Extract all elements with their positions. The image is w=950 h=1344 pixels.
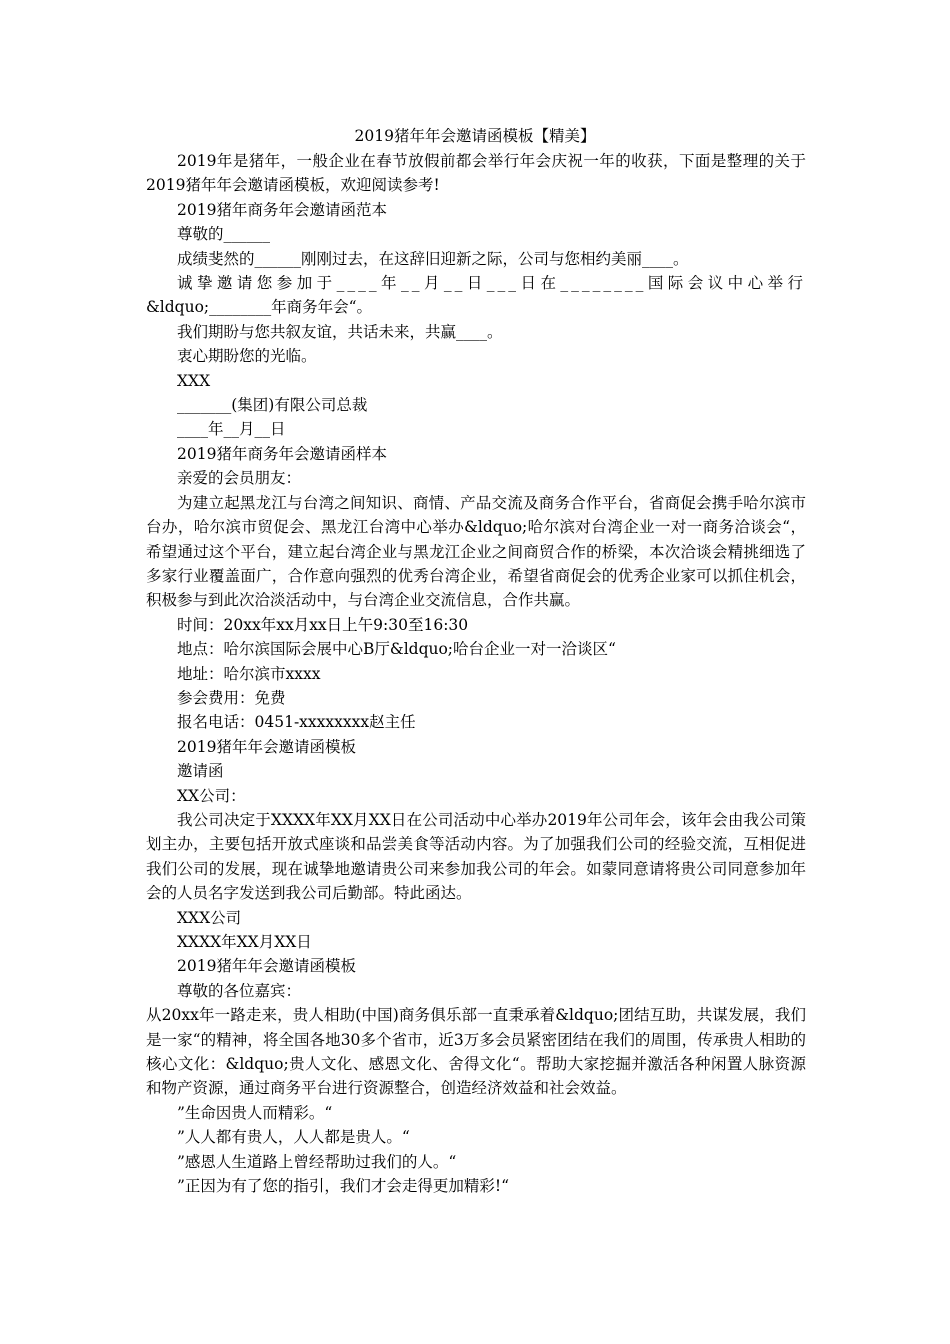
body-paragraph: 从20xx年一路走来，贵人相助(中国)商务俱乐部一直秉承着&ldquo;团结互助，共谋发展，我们是一家“的精神，将全国各地30多个省市，近3万多会员紧密团结在我们的周围，传承贵人相助的核心文化：&ldquo;贵人文化、感恩文化、舍得文化“。帮助大家挖掘并激活各种闲置人脉资源和物产资源，通过商务平台进行资源整合，创造经济效益和社会效益。 (146, 1006, 806, 1098)
section-heading: 2019猪年商务年会邀请函范本 (177, 200, 387, 219)
salutation: 尊敬的______ (177, 225, 271, 244)
body-paragraph: 衷心期盼您的光临。 (177, 347, 317, 366)
letter-heading: 邀请函 (177, 762, 224, 781)
salutation: 亲爱的会员朋友： (177, 469, 302, 488)
section-heading: 2019猪年商务年会邀请函样本 (177, 444, 387, 463)
event-time: 时间：20xx年xx月xx日上午9:30至16:30 (177, 615, 469, 634)
signature-date: ____年__月__日 (177, 420, 286, 439)
signature-name: XXX公司 (177, 908, 242, 927)
signature-title: _______(集团)有限公司总裁 (177, 396, 368, 415)
quote-line: ”感恩人生道路上曾经帮助过我们的人。“ (177, 1152, 457, 1171)
section-heading: 2019猪年年会邀请函模板 (177, 957, 356, 976)
body-paragraph: 为建立起黑龙江与台湾之间知识、商情、产品交流及商务合作平台，省商促会携手哈尔滨市台办，哈尔滨市贸促会、黑龙江台湾中心举办&ldquo;哈尔滨对台湾企业一对一商务洽谈会“，希望通过这个平台，建立起台湾企业与黑龙江企业之间商贸合作的桥梁，本次洽谈会精挑细选了多家行业覆盖面广，合作意向强烈的优秀台湾企业，希望省商促会的优秀企业家可以抓住机会，积极参与到此次洽淡活动中，与台湾企业交流信息，合作共赢。 (146, 493, 806, 610)
salutation: 尊敬的各位嘉宾： (177, 981, 302, 1000)
section-heading: 2019猪年年会邀请函模板 (177, 737, 356, 756)
signature-name: XXX (177, 371, 211, 390)
event-location: 地点：哈尔滨国际会展中心B厅&ldquo;哈台企业一对一洽谈区“ (177, 640, 616, 659)
body-paragraph: 成绩斐然的______刚刚过去，在这辞旧迎新之际，公司与您相约美丽____。 (177, 249, 689, 268)
signature-date: XXXX年XX月XX日 (177, 933, 312, 951)
body-paragraph: 诚挚邀请您参加于____年__月__日___日在________国际会议中心举行 (177, 274, 806, 293)
body-paragraph: 我公司决定于XXXX年XX月XX日在公司活动中心举办2019年公司年会，该年会由我公司策划主办，主要包括开放式座谈和品尝美食等活动内容。为了加强我们公司的经验交流，互相促进我们公司的发展，现在诚挚地邀请贵公司来参加我公司的年会。如蒙同意请将贵公司同意参加年会的人员名字发送到我公司后勤部。特此函达。 (146, 810, 806, 903)
quote-line: ”正因为有了您的指引，我们才会走得更加精彩!“ (177, 1177, 510, 1196)
body-paragraph: &ldquo;________年商务年会“。 (146, 298, 373, 317)
event-phone: 报名电话：0451-xxxxxxxx赵主任 (177, 713, 416, 732)
document-title: 2019猪年年会邀请函模板【精美】 (354, 127, 596, 145)
quote-line: ”生命因贵人而精彩。“ (177, 1103, 333, 1122)
event-fee: 参会费用：免费 (177, 688, 286, 707)
quote-line: ”人人都有贵人，人人都是贵人。“ (177, 1128, 410, 1147)
event-address: 地址：哈尔滨市xxxx (177, 664, 321, 683)
salutation: XX公司： (177, 786, 246, 805)
intro-paragraph: 2019年是猪年，一般企业在春节放假前都会举行年会庆祝一年的收获，下面是整理的关于2019猪年年会邀请函模板，欢迎阅读参考! (146, 152, 806, 195)
document-body (146, 149, 806, 1198)
body-paragraph: 我们期盼与您共叙友谊，共话未来，共赢____。 (177, 322, 503, 341)
